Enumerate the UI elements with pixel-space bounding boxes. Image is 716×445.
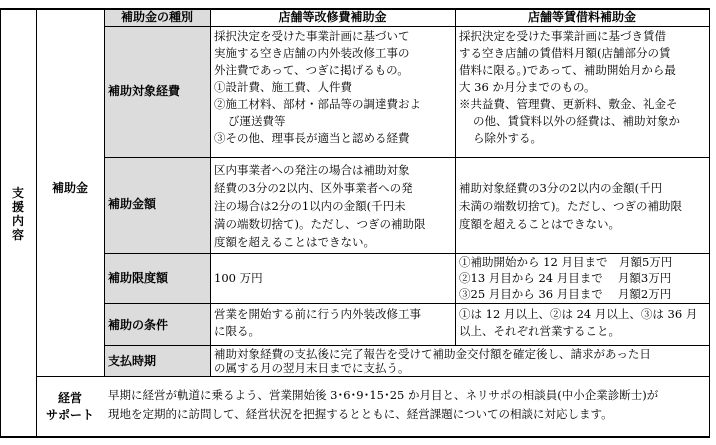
subsidy-amount-store-text: 区内事業者への発注の場合は補助対象 経費の3分の2以内、区外事業者への発 注の場合は2分の1以内の金額(千円未 満の端数切捨て)。ただし、つぎの補助限 度額を超えることはできない。 [214, 163, 426, 249]
header-store-renovation: 店舗等改修費補助金 [278, 10, 387, 24]
conditions-store-text: 営業を開始する前に行う内外装改修工事 に限る。 [214, 307, 421, 338]
conditions-rent-text: ①は 12 月以上、②は 24 月以上、③は 36 月 以上、それぞれ営業すること。 [459, 307, 698, 338]
subsidy-limit-rent-text: ①補助開始から 12 月目まで 月額5万円 ②13 月目から 24 月目まで 月額3万円 ③25 月目から 36 月目まで 月額2万円 [459, 255, 673, 301]
payment-timing-text: 補助対象経費の支払後に完了報告を受けて補助金交付額を確定後し、請求があった日 の属する月の翌月末日までに支払う。 [214, 347, 651, 375]
col-line [36, 8, 37, 437]
col-line [104, 8, 105, 377]
eligible-expenses-rent-text: 採択決定を受けた事業計画に基づき賃借 する空き店舗の賃借料月額(店舗部分の賃 借料に限る。)であって、補助開始月から最 大 36 か月分までのもの。 ※共益費、管理費、更新料、敷金、礼金そ の他、賃貸料以外の経費は、補助対象か ら除外する。 [459, 29, 680, 145]
table-left-border [0, 8, 1, 437]
row-label-subsidy-limit: 補助限度額 [108, 271, 169, 285]
management-support-text: 早期に経営が軌道に乗るよう、営業開始後 3･6･9･15･25 か月目と、ネリサポの相談員(中小企業診断士)が 現地を定期的に訪問して、経営状況を把握するとともに、経営課題についての相談に対応します。 [108, 388, 659, 421]
row-label-payment-timing: 支払時期 [108, 354, 157, 368]
row-line [104, 303, 710, 304]
header-bottom-line [104, 26, 710, 27]
header-category: 補助金の種別 [120, 10, 193, 24]
row-line [36, 376, 710, 377]
subsidy-amount-rent-text: 補助対象経費の3分の2以内の金額(千円 未満の端数切捨て)。ただし、つぎの補助限 度額を超えることはできない。 [459, 181, 682, 231]
support-content-label: 支 援 内 容 [11, 186, 24, 242]
row-line [104, 345, 710, 346]
subsidy-limit-store-text: 100 万円 [214, 271, 263, 285]
header-store-rent: 店舗等賃借料補助金 [527, 10, 636, 24]
row-label-eligible-expenses: 補助対象経費 [108, 84, 181, 98]
subsidy-label: 補助金 [51, 181, 88, 195]
eligible-expenses-store-text: 採択決定を受けた事業計画に基づいて 実施する空き店舗の内外装改修工事の 外注費であって、つぎに掲げるもの。 ①設計費、施工費、人件費 ②施工材料、部材・部品等の調達費およ び運送費等 ③その他、理事長が適当と認める経費 [214, 29, 421, 145]
table-bottom-border [0, 436, 710, 438]
management-support-label: 経営 サポート [45, 391, 94, 422]
col-line [210, 8, 211, 377]
col-line [455, 8, 456, 346]
row-label-conditions: 補助の条件 [108, 318, 169, 332]
row-line [104, 157, 710, 158]
row-label-subsidy-amount: 補助金額 [108, 197, 157, 211]
table-right-border [709, 8, 710, 437]
